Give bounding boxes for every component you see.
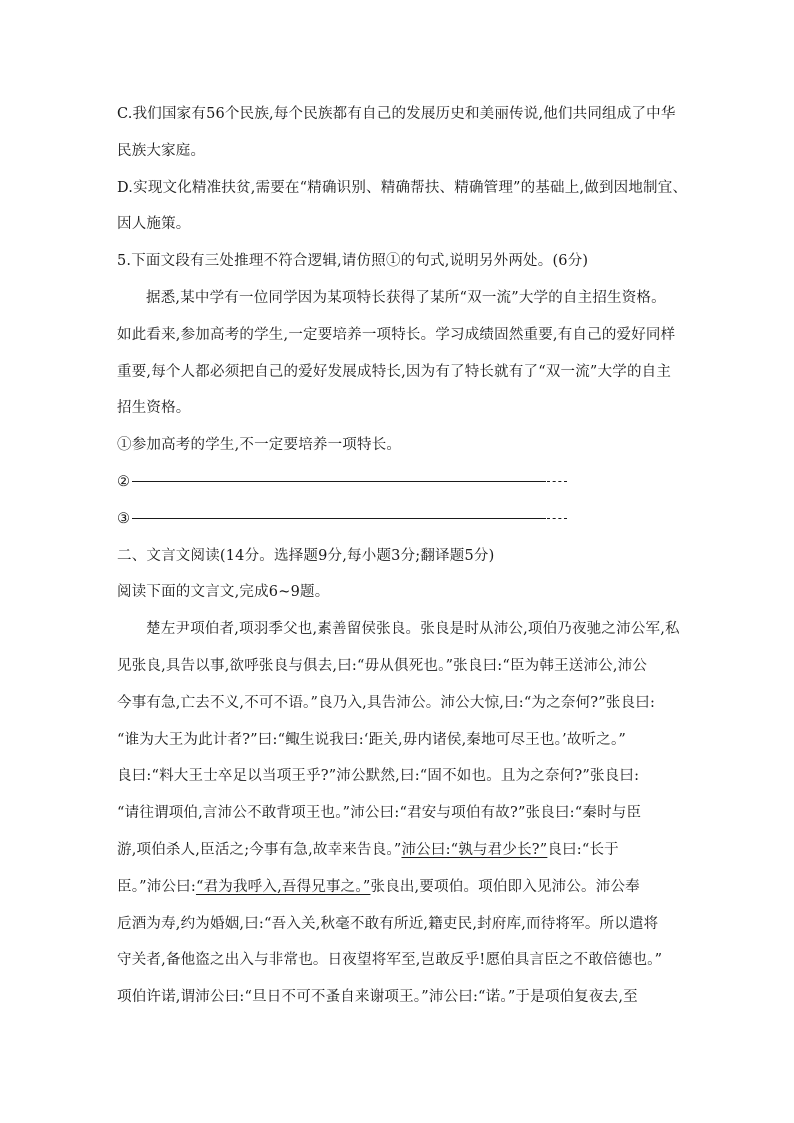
classical-text-line-11: 项伯许诺,谓沛公曰:“旦日不可不蚤自来谢项王。”沛公曰:“诺。”于是项伯复夜去,至 — [117, 989, 638, 1006]
answer-rule-tail-3 — [547, 518, 567, 519]
classical-text-line-4: “谁为大王为此计者?”曰:“鲰生说我曰:‘距关,毋内诸侯,秦地可尽王也。’故听之。” — [117, 731, 627, 748]
classical-text-line-3: 今事有急,亡去不义,不可不语。”良乃入,具告沛公。沛公大惊,曰:“为之奈何?”张良曰: — [117, 694, 656, 711]
reading-instruction: 阅读下面的文言文,完成6~9题。 — [117, 584, 330, 601]
classical-text-line-9: 卮酒为寿,约为婚姻,曰:“吾入关,秋毫不敢有所近,籍吏民,封府库,而待将军。所以遣将 — [117, 915, 659, 932]
option-d-line-1: D.实现文化精准扶贫,需要在“精确识别、精确帮扶、精确管理”的基础上,做到因地制宜、 — [117, 179, 688, 196]
answer-marker-2: ② — [117, 473, 131, 490]
classical-text-line-10: 守关者,备他盗之出入与非常也。日夜望将军至,岂敢反乎!愿伯具言臣之不敢倍德也。” — [117, 952, 663, 969]
document-body — [117, 96, 687, 1016]
classical-text-line-7 — [117, 832, 687, 869]
answer-rule-3 — [132, 518, 546, 519]
answer-marker-3: ③ — [117, 510, 131, 527]
passage-line-1: 据悉,某中学有一位同学因为某项特长获得了某所“双一流”大学的自主招生资格。 — [146, 289, 666, 306]
classical-text-line-6: “请往谓项伯,言沛公不敢背项王也。”沛公曰:“君安与项伯有故?”张良曰:“秦时与臣 — [117, 805, 642, 822]
classical-text-line-7-part-3: 良曰:“长于 — [547, 841, 619, 858]
question-5-prompt: 5.下面文段有三处推理不符合逻辑,请仿照①的句式,说明另外两处。(6分) — [117, 253, 589, 270]
passage-line-2: 如此看来,参加高考的学生,一定要培养一项特长。学习成绩固然重要,有自己的爱好同样 — [117, 326, 676, 343]
answer-rule-tail-2 — [547, 481, 567, 482]
passage-line-3: 重要,每个人都必须把自己的爱好发展成特长,因为有了特长就有了“双一流”大学的自主 — [117, 363, 672, 380]
option-c-line-1: C.我们国家有56个民族,每个民族都有自己的发展历史和美丽传说,他们共同组成了中华 — [117, 106, 676, 122]
answer-example-1: ①参加高考的学生,不一定要培养一项特长。 — [117, 437, 402, 454]
answer-rule-2 — [132, 481, 546, 482]
option-d-line-2: 因人施策。 — [117, 216, 191, 233]
classical-text-line-2: 见张良,具告以事,欲呼张良与俱去,曰:“毋从俱死也。”张良曰:“臣为韩王送沛公,沛公 — [117, 657, 648, 674]
answer-blank-2[interactable] — [117, 464, 687, 501]
classical-text-line-1: 楚左尹项伯者,项羽季父也,素善留侯张良。张良是时从沛公,项伯乃夜驰之沛公军,私 — [146, 621, 680, 638]
section-2-heading: 二、文言文阅读(14分。选择题9分,每小题3分;翻译题5分) — [117, 547, 495, 564]
option-c-line-2: 民族大家庭。 — [117, 142, 206, 159]
answer-blank-3[interactable] — [117, 501, 687, 538]
classical-text-line-8-part-3: 张良出,要项伯。项伯即入见沛公。沛公奉 — [370, 878, 640, 895]
passage-line-4: 招生资格。 — [117, 400, 191, 417]
underlined-sentence-1: 沛公曰:“孰与君少长?” — [401, 841, 548, 858]
classical-text-line-5: 良曰:“料大王士卒足以当项王乎?”沛公默然,曰:“固不如也。且为之奈何?”张良曰: — [117, 768, 640, 785]
classical-text-line-7-part-1: 游,项伯杀人,臣活之;今事有急,故幸来告良。” — [117, 841, 402, 858]
classical-text-line-8 — [117, 869, 687, 906]
classical-text-line-8-part-1: 臣。”沛公曰: — [117, 878, 196, 895]
underlined-sentence-2: “君为我呼入,吾得兄事之。” — [195, 878, 371, 895]
